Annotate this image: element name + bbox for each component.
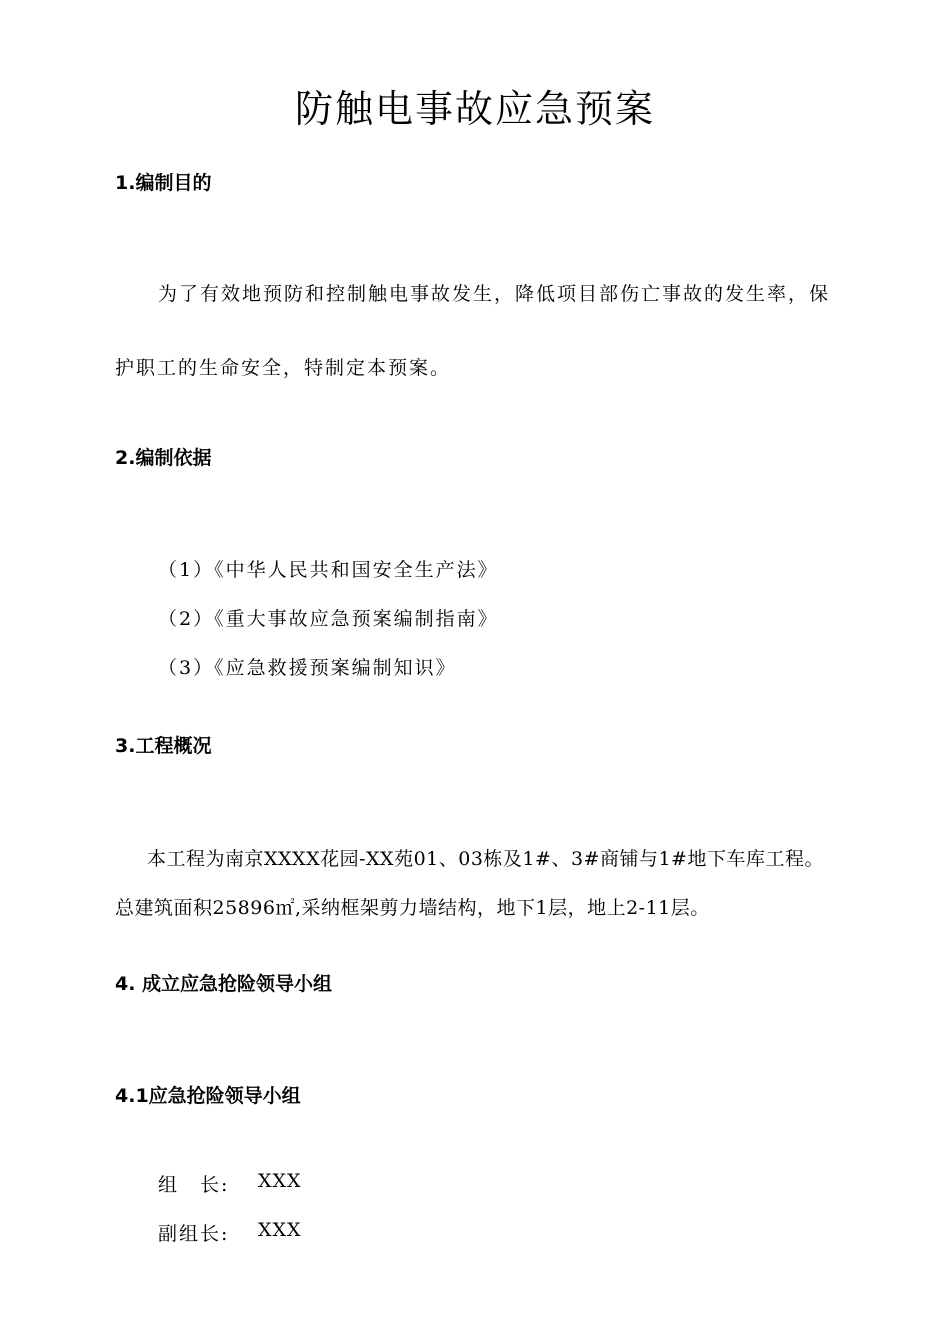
section-4-heading: 4. 成立应急抢险领导小组 xyxy=(115,973,333,995)
section-3-heading: 3.工程概况 xyxy=(115,735,212,757)
deputy-leader-value: XXX xyxy=(258,1219,302,1241)
deputy-leader-label: 副组长: xyxy=(158,1223,230,1245)
leader-value: XXX xyxy=(258,1170,302,1192)
reference-item-1: （1）《中华人民共和国安全生产法》 xyxy=(158,559,499,581)
reference-item-2: （2）《重大事故应急预案编制指南》 xyxy=(158,608,499,630)
section-1-paragraph-line-2: 护职工的生命安全，特制定本预案。 xyxy=(115,357,452,379)
section-1-heading: 1.编制目的 xyxy=(115,172,212,194)
section-1-paragraph-line-1: 为了有效地预防和控制触电事故发生，降低项目部伤亡事故的发生率，保 xyxy=(158,283,831,305)
section-3-paragraph-line-1: 本工程为南京XXXX花园-XX苑01、03栋及1#、3#商铺与1#地下车库工程。 xyxy=(147,848,824,870)
section-4-1-heading: 4.1应急抢险领导小组 xyxy=(115,1085,301,1107)
document-title: 防触电事故应急预案 xyxy=(294,87,655,131)
section-3-paragraph-line-2: 总建筑面积25896㎡,采纳框架剪力墙结构，地下1层，地上2-11层。 xyxy=(115,897,710,919)
reference-item-3: （3）《应急救援预案编制知识》 xyxy=(158,657,457,679)
section-2-heading: 2.编制依据 xyxy=(115,447,212,469)
leader-label: 组 长: xyxy=(158,1174,230,1196)
